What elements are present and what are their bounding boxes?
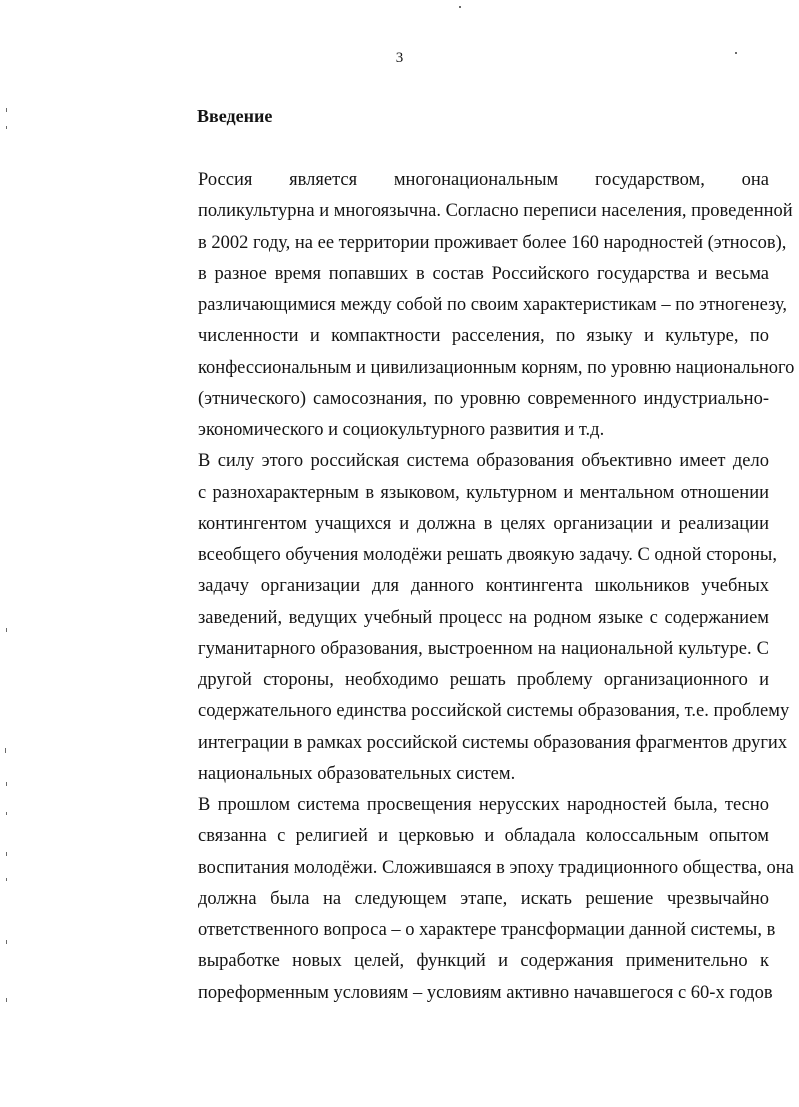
text-line: выработке новых целей, функций и содержания применительно к <box>198 951 769 972</box>
scan-speck <box>6 628 7 632</box>
paragraph-2 <box>158 446 790 790</box>
text-line: другой стороны, необходимо решать проблему организационного и <box>198 670 769 690</box>
text-line: поликультурна и многоязычна. Согласно переписи населения, проведенной <box>198 201 793 222</box>
text-line: задачу организации для данного контингента школьников учебных <box>198 576 769 597</box>
scan-speck <box>459 6 461 8</box>
text-line: В силу этого российская система образования объективно имеет дело <box>198 451 769 472</box>
text-line: В прошлом система просвещения нерусских народностей была, тесно <box>198 795 769 815</box>
scan-speck <box>6 878 7 881</box>
text-line: (этнического) самосознания, по уровню современного индустриально- <box>198 388 769 409</box>
text-line: национальных образовательных систем. <box>198 763 516 784</box>
text-line: всеобщего обучения молодёжи решать двоякую задачу. С одной стороны, <box>198 545 777 565</box>
text-line: различающимися между собой по своим характеристикам – по этногенезу, <box>198 295 788 315</box>
paragraph-1 <box>158 165 795 446</box>
scan-speck <box>6 782 7 786</box>
body-text <box>158 165 795 1009</box>
text-line: связанна с религией и церковью и обладала колоссальным опытом <box>198 826 769 847</box>
text-line: должна была на следующем этапе, искать решение чрезвычайно <box>198 888 769 909</box>
text-line: интеграции в рамках российской системы образования фрагментов других <box>198 732 788 753</box>
scan-speck <box>6 812 7 815</box>
text-line: содержательного единства российской системы образования, т.е. проблему <box>198 701 790 722</box>
scan-speck <box>6 940 7 944</box>
scan-speck <box>6 998 7 1002</box>
text-line: в 2002 году, на ее территории проживает более 160 народностей (этносов), <box>198 232 787 253</box>
scan-speck <box>6 852 7 856</box>
text-line: с разнохарактерным в языковом, культурном и ментальном отношении <box>198 482 769 503</box>
text-line: численности и компактности расселения, по языку и культуре, по <box>198 326 769 347</box>
scan-speck <box>6 126 7 129</box>
text-line: экономического и социокультурного развития и т.д. <box>198 420 605 440</box>
scan-speck <box>735 52 737 54</box>
text-line: пореформенным условиям – условиям активно начавшегося с 60-х годов <box>198 982 773 1003</box>
text-line: Россия является многонациональным государством, она <box>198 170 769 190</box>
text-line: конфессиональным и цивилизационным корням, по уровню национального <box>198 357 795 378</box>
text-line: ответственного вопроса – о характере трансформации данной системы, в <box>198 920 776 940</box>
text-line: в разное время попавших в состав Российского государства и весьма <box>198 263 769 284</box>
scan-speck <box>6 108 7 112</box>
paragraph-3 <box>158 790 794 1009</box>
section-heading: Введение <box>197 106 273 126</box>
text-line: заведений, ведущих учебный процесс на родном языке с содержанием <box>198 607 769 628</box>
text-line: контингентом учащихся и должна в целях организации и реализации <box>198 513 769 534</box>
page-number: 3 <box>395 50 404 66</box>
text-line: гуманитарного образования, выстроенном на национальной культуре. С <box>198 638 769 659</box>
scan-speck <box>5 748 6 753</box>
text-line: воспитания молодёжи. Сложившаяся в эпоху традиционного общества, она <box>198 857 794 878</box>
